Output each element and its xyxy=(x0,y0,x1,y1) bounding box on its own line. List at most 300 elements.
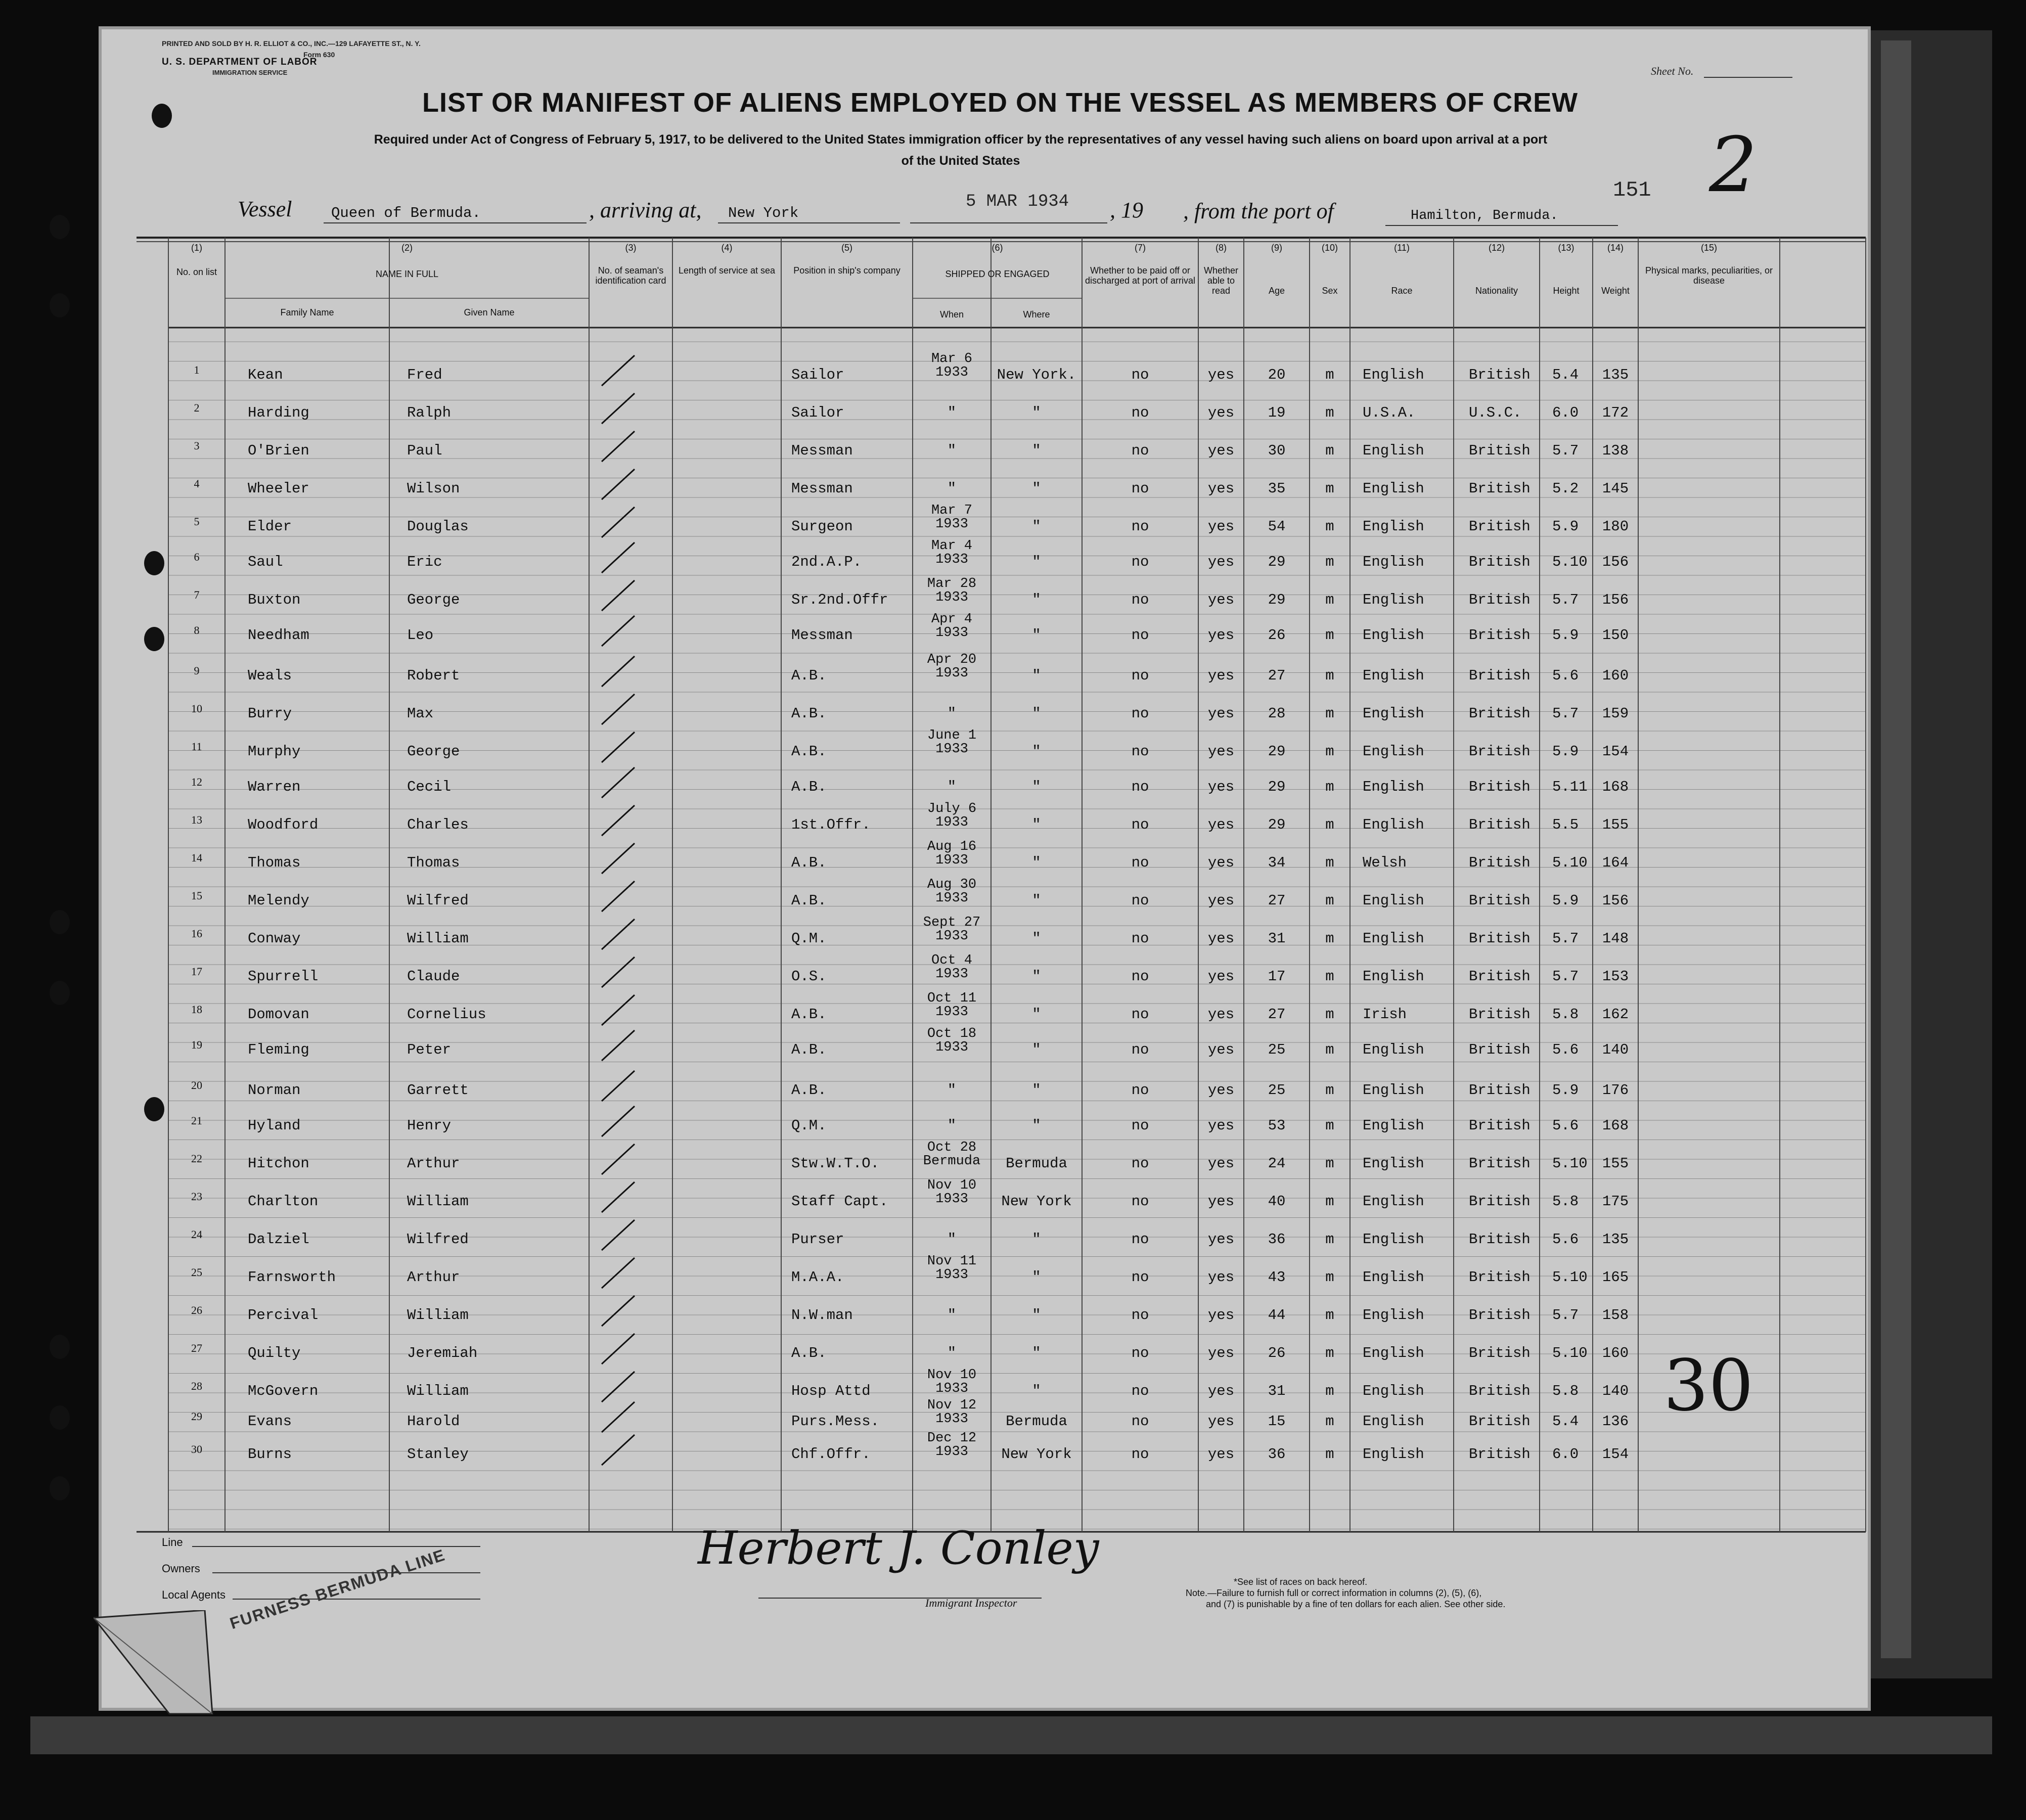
races-note: *See list of races on back hereof. xyxy=(1234,1577,1368,1587)
card-slash-mark xyxy=(602,1220,635,1250)
cell-weight: 153 xyxy=(1602,968,1629,985)
cell-weight: 180 xyxy=(1602,518,1629,535)
cell-position: N.W.man xyxy=(791,1307,853,1324)
cell-no: 8 xyxy=(194,624,200,636)
page-title: LIST OR MANIFEST OF ALIENS EMPLOYED ON THE VESSEL AS MEMBERS OF CREW xyxy=(422,87,1579,118)
column-header-c3-number: (3) xyxy=(625,243,637,253)
cell-given: Arthur xyxy=(407,1155,460,1172)
cell-nationality: British xyxy=(1469,1446,1530,1463)
card-slash-mark xyxy=(602,469,635,499)
cell-weight: 150 xyxy=(1602,627,1629,644)
cell-sex: m xyxy=(1325,1307,1334,1324)
local-agents-field xyxy=(233,1599,480,1600)
card-slash-mark xyxy=(602,1296,635,1326)
cell-race: English xyxy=(1363,1193,1424,1210)
cell-when: Mar 4 1933 xyxy=(931,538,972,567)
cell-position: Sr.2nd.Offr xyxy=(791,592,888,608)
cell-paid: no xyxy=(1131,480,1149,497)
card-slash-mark xyxy=(602,616,635,646)
card-slash-mark xyxy=(602,656,635,687)
cell-nationality: British xyxy=(1469,1413,1530,1430)
cell-where: " xyxy=(1032,442,1041,459)
cell-nationality: British xyxy=(1469,743,1530,760)
cell-weight: 168 xyxy=(1602,779,1629,795)
cell-weight: 158 xyxy=(1602,1307,1629,1324)
cell-read: yes xyxy=(1207,592,1235,608)
cell-nationality: British xyxy=(1469,554,1530,570)
card-slash-mark xyxy=(602,881,635,912)
cell-weight: 172 xyxy=(1602,404,1629,421)
cell-paid: no xyxy=(1131,779,1149,795)
cell-given: Stanley xyxy=(407,1446,469,1463)
cell-family: Murphy xyxy=(248,743,301,760)
cell-weight: 165 xyxy=(1602,1269,1629,1286)
cell-family: Evans xyxy=(248,1413,292,1430)
column-header-c2: NAME IN FULL xyxy=(375,269,439,279)
cell-no: 4 xyxy=(194,477,200,490)
cell-paid: no xyxy=(1131,1231,1149,1248)
column-header-c14: Weight xyxy=(1601,286,1630,296)
cell-read: yes xyxy=(1207,518,1235,535)
cell-when: " xyxy=(947,779,957,795)
column-header-c7-number: (7) xyxy=(1135,243,1146,253)
cell-height: 5.10 xyxy=(1552,1345,1588,1361)
arriving-label: , arriving at, xyxy=(589,198,702,222)
cell-nationality: British xyxy=(1469,1345,1530,1361)
cell-where: " xyxy=(1032,480,1041,497)
cell-family: Charlton xyxy=(248,1193,319,1210)
cell-when: Sept 27 1933 xyxy=(923,915,981,944)
cell-paid: no xyxy=(1131,816,1149,833)
cell-read: yes xyxy=(1207,1307,1235,1324)
cell-position: Hosp Attd xyxy=(791,1383,871,1399)
cell-nationality: British xyxy=(1469,480,1530,497)
cell-paid: no xyxy=(1131,1307,1149,1324)
cell-age: 25 xyxy=(1268,1041,1286,1058)
cell-family: Woodford xyxy=(248,816,319,833)
cell-sex: m xyxy=(1325,968,1334,985)
column-header-c6a: When xyxy=(939,309,964,320)
cell-race: English xyxy=(1363,1231,1424,1248)
cell-read: yes xyxy=(1207,1383,1235,1399)
card-slash-mark xyxy=(602,767,635,798)
cell-no: 23 xyxy=(191,1190,202,1203)
cell-where: New York. xyxy=(997,367,1076,383)
cell-read: yes xyxy=(1207,667,1235,684)
cell-given: Wilfred xyxy=(407,1231,469,1248)
cell-race: English xyxy=(1363,554,1424,570)
cell-sex: m xyxy=(1325,404,1334,421)
cell-where: " xyxy=(1032,554,1041,570)
cell-position: Chf.Offr. xyxy=(791,1446,871,1463)
cell-height: 5.10 xyxy=(1552,1269,1588,1286)
cell-position: A.B. xyxy=(791,1006,827,1023)
column-header-c11: Race xyxy=(1391,286,1413,296)
cell-where: " xyxy=(1032,1082,1041,1099)
cell-when: " xyxy=(947,1307,957,1324)
cell-where: Bermuda xyxy=(1006,1155,1067,1172)
column-header-c2a: Family Name xyxy=(280,307,334,317)
cell-weight: 156 xyxy=(1602,592,1629,608)
cell-height: 5.6 xyxy=(1552,1117,1579,1134)
cell-height: 5.9 xyxy=(1552,892,1579,909)
cell-family: Buxton xyxy=(248,592,301,608)
cell-when: Nov 11 1933 xyxy=(927,1254,977,1283)
cell-where: " xyxy=(1032,1006,1041,1023)
cell-where: " xyxy=(1032,592,1041,608)
cell-where: " xyxy=(1032,1383,1041,1399)
cell-paid: no xyxy=(1131,1155,1149,1172)
cell-family: McGovern xyxy=(248,1383,319,1399)
cell-sex: m xyxy=(1325,1269,1334,1286)
cell-given: Paul xyxy=(407,442,442,459)
cell-weight: 140 xyxy=(1602,1041,1629,1058)
column-header-c14-number: (14) xyxy=(1607,243,1624,253)
cell-race: English xyxy=(1363,1413,1424,1430)
column-header-c6-number: (6) xyxy=(992,243,1003,253)
cell-family: Dalziel xyxy=(248,1231,309,1248)
cell-no: 20 xyxy=(191,1079,202,1091)
cell-read: yes xyxy=(1207,968,1235,985)
cell-when: " xyxy=(947,1082,957,1099)
cell-position: Purser xyxy=(791,1231,844,1248)
cell-paid: no xyxy=(1131,743,1149,760)
cell-race: English xyxy=(1363,480,1424,497)
cell-given: William xyxy=(407,1383,469,1399)
cell-weight: 160 xyxy=(1602,667,1629,684)
cell-where: New York xyxy=(1001,1193,1072,1210)
cell-race: English xyxy=(1363,816,1424,833)
cell-nationality: British xyxy=(1469,816,1530,833)
cell-weight: 140 xyxy=(1602,1383,1629,1399)
cell-when: Mar 28 1933 xyxy=(927,576,977,605)
cell-read: yes xyxy=(1207,854,1235,871)
cell-family: Hyland xyxy=(248,1117,301,1134)
cell-no: 27 xyxy=(191,1342,202,1354)
cell-race: English xyxy=(1363,705,1424,722)
cell-given: George xyxy=(407,592,460,608)
cell-race: English xyxy=(1363,743,1424,760)
column-header-c9: Age xyxy=(1268,286,1285,296)
cell-sex: m xyxy=(1325,1383,1334,1399)
card-slash-mark xyxy=(602,1258,635,1288)
cell-read: yes xyxy=(1207,1446,1235,1463)
cell-read: yes xyxy=(1207,816,1235,833)
cell-height: 5.8 xyxy=(1552,1006,1579,1023)
cell-where: New York xyxy=(1001,1446,1072,1463)
cell-age: 15 xyxy=(1268,1413,1286,1430)
cell-paid: no xyxy=(1131,1193,1149,1210)
arriving-port: New York xyxy=(728,205,799,221)
inspector-signature: Herbert J. Conley xyxy=(698,1522,1099,1575)
from-port: Hamilton, Bermuda. xyxy=(1411,208,1558,223)
cell-race: English xyxy=(1363,1383,1424,1399)
cell-weight: 175 xyxy=(1602,1193,1629,1210)
card-slash-mark xyxy=(602,542,635,573)
column-header-c13-number: (13) xyxy=(1558,243,1574,253)
cell-given: William xyxy=(407,1307,469,1324)
cell-height: 5.9 xyxy=(1552,518,1579,535)
cell-family: Burry xyxy=(248,705,292,722)
cell-given: Ralph xyxy=(407,404,452,421)
cell-nationality: British xyxy=(1469,518,1530,535)
column-header-c3: No. of seaman's identification card xyxy=(595,265,666,286)
cell-given: Jeremiah xyxy=(407,1345,478,1361)
cell-nationality: British xyxy=(1469,854,1530,871)
cell-read: yes xyxy=(1207,627,1235,644)
column-header-c1-number: (1) xyxy=(191,243,202,253)
cell-where: " xyxy=(1032,667,1041,684)
cell-no: 10 xyxy=(191,702,202,715)
cell-given: Eric xyxy=(407,554,442,570)
cell-age: 34 xyxy=(1268,854,1286,871)
cell-nationality: British xyxy=(1469,627,1530,644)
cell-where: " xyxy=(1032,1231,1041,1248)
cell-weight: 136 xyxy=(1602,1413,1629,1430)
cell-nationality: British xyxy=(1469,1383,1530,1399)
cell-no: 12 xyxy=(191,776,202,788)
cell-race: English xyxy=(1363,930,1424,947)
cell-family: Domovan xyxy=(248,1006,309,1023)
cell-when: Oct 11 1933 xyxy=(927,991,977,1020)
sheet-number-handwritten: 2 xyxy=(1709,121,1758,209)
cell-no: 29 xyxy=(191,1410,202,1423)
cell-sex: m xyxy=(1325,480,1334,497)
cell-where: " xyxy=(1032,404,1041,421)
cell-paid: no xyxy=(1131,1446,1149,1463)
cell-position: Surgeon xyxy=(791,518,853,535)
cell-age: 29 xyxy=(1268,554,1286,570)
cell-given: Charles xyxy=(407,816,469,833)
column-header-c12: Nationality xyxy=(1475,286,1518,296)
cell-age: 44 xyxy=(1268,1307,1286,1324)
column-header-c10: Sex xyxy=(1322,286,1338,296)
column-header-c5: Position in ship's company xyxy=(793,265,901,276)
cell-position: O.S. xyxy=(791,968,827,985)
cell-no: 25 xyxy=(191,1266,202,1279)
cell-when: " xyxy=(947,1117,957,1134)
column-header-c11-number: (11) xyxy=(1394,243,1410,253)
cell-sex: m xyxy=(1325,892,1334,909)
cell-age: 29 xyxy=(1268,592,1286,608)
cell-height: 6.0 xyxy=(1552,404,1579,421)
cell-paid: no xyxy=(1131,1117,1149,1134)
cell-nationality: British xyxy=(1469,1307,1530,1324)
column-header-c4-number: (4) xyxy=(721,243,733,253)
cell-weight: 164 xyxy=(1602,854,1629,871)
cell-sex: m xyxy=(1325,1117,1334,1134)
cell-no: 3 xyxy=(194,439,200,452)
cell-no: 18 xyxy=(191,1003,202,1016)
cell-position: Sailor xyxy=(791,367,844,383)
cell-read: yes xyxy=(1207,930,1235,947)
sheet-label: Sheet No. xyxy=(1651,65,1694,77)
list-number: 151 xyxy=(1613,178,1651,202)
cell-age: 20 xyxy=(1268,367,1286,383)
cell-race: English xyxy=(1363,1307,1424,1324)
cell-given: Claude xyxy=(407,968,460,985)
cell-position: A.B. xyxy=(791,743,827,760)
vessel-label: Vessel xyxy=(238,197,292,221)
cell-race: Irish xyxy=(1363,1006,1407,1023)
owners-label: Owners xyxy=(162,1562,200,1575)
cell-nationality: British xyxy=(1469,1231,1530,1248)
cell-paid: no xyxy=(1131,1041,1149,1058)
card-slash-mark xyxy=(602,507,635,537)
cell-read: yes xyxy=(1207,1082,1235,1099)
cell-no: 1 xyxy=(194,363,200,376)
department-name: U. S. DEPARTMENT OF LABOR xyxy=(162,57,318,67)
cell-weight: 160 xyxy=(1602,1345,1629,1361)
cell-when: Oct 28 Bermuda xyxy=(923,1140,981,1169)
card-slash-mark xyxy=(602,1334,635,1364)
cell-sex: m xyxy=(1325,592,1334,608)
cell-nationality: British xyxy=(1469,1193,1530,1210)
cell-where: " xyxy=(1032,779,1041,795)
cell-read: yes xyxy=(1207,1413,1235,1430)
cell-position: 2nd.A.P. xyxy=(791,554,862,570)
cell-position: Messman xyxy=(791,627,853,644)
cell-given: George xyxy=(407,743,460,760)
column-header-c1: No. on list xyxy=(176,267,217,277)
cell-age: 30 xyxy=(1268,442,1286,459)
cell-family: Quilty xyxy=(248,1345,301,1361)
cell-paid: no xyxy=(1131,1345,1149,1361)
cell-where: " xyxy=(1032,1041,1041,1058)
cell-age: 27 xyxy=(1268,892,1286,909)
cell-weight: 168 xyxy=(1602,1117,1629,1134)
cell-paid: no xyxy=(1131,854,1149,871)
cell-read: yes xyxy=(1207,1117,1235,1134)
cell-when: Oct 18 1933 xyxy=(927,1026,977,1055)
cell-sex: m xyxy=(1325,854,1334,871)
cell-age: 29 xyxy=(1268,779,1286,795)
cell-race: U.S.A. xyxy=(1363,404,1416,421)
cell-nationality: British xyxy=(1469,779,1530,795)
card-slash-mark xyxy=(602,1435,635,1465)
cell-race: English xyxy=(1363,1446,1424,1463)
cell-race: English xyxy=(1363,1155,1424,1172)
cell-where: " xyxy=(1032,743,1041,760)
cell-given: William xyxy=(407,930,469,947)
cell-nationality: British xyxy=(1469,367,1530,383)
cell-race: English xyxy=(1363,1345,1424,1361)
cell-paid: no xyxy=(1131,705,1149,722)
cell-age: 27 xyxy=(1268,667,1286,684)
cell-read: yes xyxy=(1207,1155,1235,1172)
cell-sex: m xyxy=(1325,1155,1334,1172)
cell-sex: m xyxy=(1325,1413,1334,1430)
cell-nationality: British xyxy=(1469,1041,1530,1058)
cell-sex: m xyxy=(1325,554,1334,570)
cell-nationality: British xyxy=(1469,705,1530,722)
cell-race: English xyxy=(1363,592,1424,608)
cell-age: 17 xyxy=(1268,968,1286,985)
cell-given: Fred xyxy=(407,367,442,383)
cell-sex: m xyxy=(1325,1082,1334,1099)
card-slash-mark xyxy=(602,1030,635,1061)
cell-given: Wilfred xyxy=(407,892,469,909)
cell-sex: m xyxy=(1325,442,1334,459)
cell-weight: 148 xyxy=(1602,930,1629,947)
cell-where: " xyxy=(1032,1307,1041,1324)
cell-race: English xyxy=(1363,667,1424,684)
cell-age: 27 xyxy=(1268,1006,1286,1023)
fine-note-2: and (7) is punishable by a fine of ten dollars for each alien. See other side. xyxy=(1206,1599,1506,1609)
cell-where: " xyxy=(1032,518,1041,535)
cell-age: 29 xyxy=(1268,743,1286,760)
cell-sex: m xyxy=(1325,1446,1334,1463)
cell-read: yes xyxy=(1207,404,1235,421)
cell-given: Cornelius xyxy=(407,1006,486,1023)
cell-sex: m xyxy=(1325,930,1334,947)
cell-given: Garrett xyxy=(407,1082,469,1099)
cell-when: " xyxy=(947,404,957,421)
cell-weight: 155 xyxy=(1602,1155,1629,1172)
cell-position: Messman xyxy=(791,480,853,497)
column-header-c7: Whether to be paid off or discharged at port of arrival xyxy=(1085,265,1196,286)
cell-family: Melendy xyxy=(248,892,309,909)
cell-height: 5.8 xyxy=(1552,1383,1579,1399)
cell-height: 5.2 xyxy=(1552,480,1579,497)
column-header-c8-number: (8) xyxy=(1215,243,1227,253)
cell-height: 5.6 xyxy=(1552,1041,1579,1058)
subtitle-line-1: Required under Act of Congress of February 5, 1917, to be delivered to the United States immigration officer by the representatives of any vessel having such aliens on board upon arrival at a port xyxy=(374,132,1548,147)
cell-paid: no xyxy=(1131,627,1149,644)
folded-corner xyxy=(94,1610,215,1716)
cell-race: English xyxy=(1363,442,1424,459)
cell-sex: m xyxy=(1325,627,1334,644)
column-header-c10-number: (10) xyxy=(1321,243,1338,253)
cell-height: 5.7 xyxy=(1552,968,1579,985)
cell-age: 28 xyxy=(1268,705,1286,722)
cell-position: Messman xyxy=(791,442,853,459)
card-slash-mark xyxy=(602,805,635,836)
cell-read: yes xyxy=(1207,705,1235,722)
cell-position: Staff Capt. xyxy=(791,1193,888,1210)
cell-where: " xyxy=(1032,1345,1041,1361)
cell-weight: 162 xyxy=(1602,1006,1629,1023)
cell-read: yes xyxy=(1207,892,1235,909)
cell-where: " xyxy=(1032,854,1041,871)
form-number: Form 630 xyxy=(303,51,335,59)
card-slash-mark xyxy=(602,393,635,424)
cell-position: Stw.W.T.O. xyxy=(791,1155,880,1172)
cell-race: English xyxy=(1363,1041,1424,1058)
cell-position: Q.M. xyxy=(791,1117,827,1134)
cell-race: English xyxy=(1363,968,1424,985)
cell-age: 31 xyxy=(1268,1383,1286,1399)
cell-sex: m xyxy=(1325,1345,1334,1361)
cell-no: 26 xyxy=(191,1304,202,1316)
cell-family: Wheeler xyxy=(248,480,309,497)
agent-stamp: FURNESS BERMUDA LINE xyxy=(228,1545,448,1633)
cell-read: yes xyxy=(1207,1231,1235,1248)
cell-family: Needham xyxy=(248,627,309,644)
card-slash-mark xyxy=(602,732,635,762)
cell-family: Burns xyxy=(248,1446,292,1463)
cell-given: Wilson xyxy=(407,480,460,497)
cell-height: 5.6 xyxy=(1552,1231,1579,1248)
cell-family: Hitchon xyxy=(248,1155,309,1172)
cell-race: English xyxy=(1363,892,1424,909)
cell-position: M.A.A. xyxy=(791,1269,844,1286)
cell-where: " xyxy=(1032,892,1041,909)
cell-given: Robert xyxy=(407,667,460,684)
cell-when: " xyxy=(947,1231,957,1248)
year-label: , 19 xyxy=(1110,198,1143,222)
cell-height: 5.9 xyxy=(1552,1082,1579,1099)
